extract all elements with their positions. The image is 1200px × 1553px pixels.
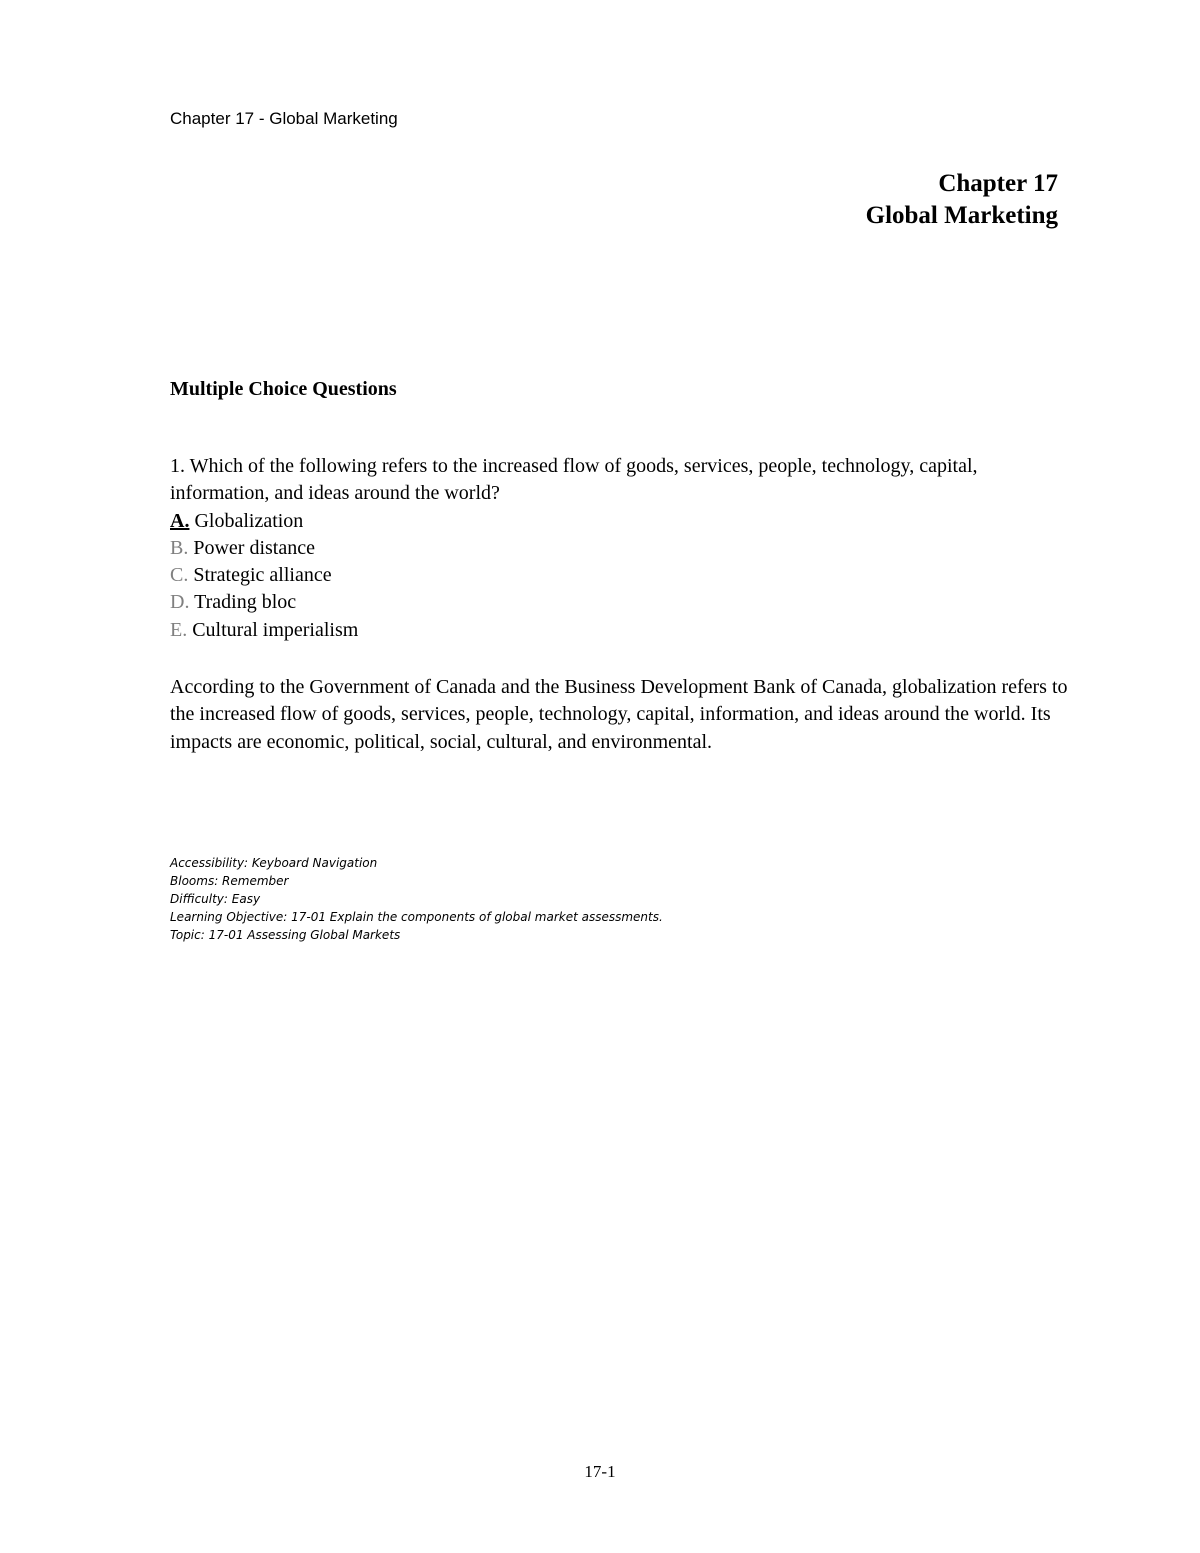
choice-text: Cultural imperialism [187,618,359,641]
chapter-name: Global Marketing [865,202,1058,229]
choice-text: Trading bloc [189,591,297,614]
chapter-title-block [866,168,1058,232]
choice-e [170,617,1070,644]
choice-letter: E. [170,618,188,641]
choice-d [170,589,1070,616]
choice-list [170,508,1070,644]
answer-explanation: According to the Government of Canada and the Business Development Bank of Canada, globalization refers to the increased flow of goods, services, people, technology, capital, information, and ideas around the world. Its impacts are economic, political, social, cultural, and environmental. [170,676,1068,753]
choice-letter: A. [170,509,190,532]
choice-text: Globalization [189,509,304,532]
chapter-number: Chapter 17 [938,170,1058,197]
page-number: 17-1 [584,1462,616,1481]
meta-learning-objective: Learning Objective: 17-01 Explain the components of global market assessments. [170,910,663,924]
choice-c [170,562,1070,589]
meta-accessibility: Accessibility: Keyboard Navigation [170,856,378,870]
meta-difficulty: Difficulty: Easy [170,892,261,906]
meta-blooms: Blooms: Remember [170,874,289,888]
meta-topic: Topic: 17-01 Assessing Global Markets [170,928,401,942]
question-text: 1. Which of the following refers to the increased flow of goods, services, people, technology, capital, information, and ideas around the world? [170,455,978,505]
choice-letter: B. [170,536,189,559]
choice-text: Strategic alliance [188,564,332,587]
choice-letter: C. [170,564,189,587]
section-heading: Multiple Choice Questions [170,378,397,400]
running-header: Chapter 17 - Global Marketing [170,109,398,128]
choice-letter: D. [170,591,190,614]
choice-text: Power distance [188,536,315,559]
question-metadata [170,854,663,944]
choice-b [170,535,1070,562]
choice-a [170,508,1070,535]
question-block [170,453,1070,644]
